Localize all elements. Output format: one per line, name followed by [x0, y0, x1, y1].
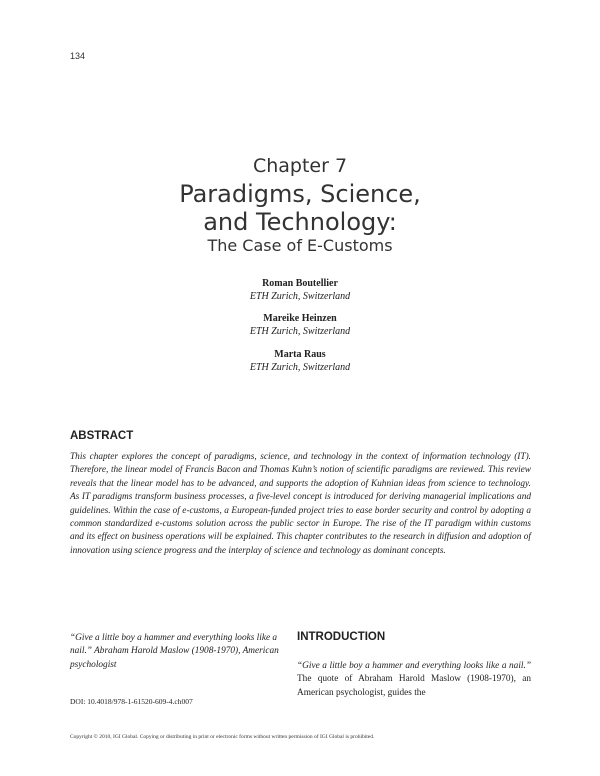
introduction-quote: “Give a little boy a hammer and everything looks like a nail.”	[297, 661, 531, 671]
abstract-text: This chapter explores the concept of paradigms, science, and technology in the context of information technology (IT). Therefore, the linear model of Francis Bacon and Thomas Kuhn’s notion of scientific paradigms are reviewed. This review reveals that the linear model has to be advanced, and supports the adoption of Kuhnian ideas from science to technology. As IT paradigms transform business processes, a five-level concept is introduced for deriving managerial implications and guidelines. Within the case of e-customs, a European-funded project tries to ease border security and control by adopting a common standardized e-customs solution across the public sector in Europe. The rise of the IT paradigm within customs and its effect on business operations will be explained. This chapter contributes to the research in diffusion and adoption of innovation using science progress and the interplay of science and technology as dominant concepts.	[70, 452, 531, 556]
chapter-label: Chapter 7	[252, 155, 348, 177]
author-name: Roman Boutellier	[262, 278, 338, 289]
copyright-notice: Copyright © 2010, IGI Global. Copying or distributing in print or electronic forms without written permission of IGI Global is prohibited.	[70, 734, 375, 740]
abstract-heading: ABSTRACT	[70, 430, 134, 442]
title-line-2: and Technology:	[203, 208, 397, 236]
epigraph-quote: “Give a little boy a hammer and everything looks like a nail.” Abraham Harold Maslow (1908-1970), American psychologist	[70, 633, 279, 670]
page-number: 134	[70, 51, 86, 61]
author-affiliation: ETH Zurich, Switzerland	[249, 326, 351, 337]
author-block	[0, 277, 600, 303]
doi: DOI: 10.4018/978-1-61520-609-4.ch007	[70, 697, 193, 706]
author-name: Mareike Heinzen	[263, 313, 337, 324]
title-line-1: Paradigms, Science,	[179, 180, 421, 208]
author-affiliation: ETH Zurich, Switzerland	[249, 362, 351, 373]
introduction-body: The quote of Abraham Harold Maslow (1908-1970), an American psychologist, guides the	[297, 674, 531, 698]
author-name: Marta Raus	[274, 349, 326, 360]
introduction-heading: INTRODUCTION	[297, 631, 386, 643]
author-block	[0, 348, 600, 374]
chapter-subtitle: The Case of E-Customs	[207, 236, 393, 255]
author-block	[0, 312, 600, 338]
author-affiliation: ETH Zurich, Switzerland	[249, 291, 351, 302]
introduction-text	[297, 660, 531, 700]
chapter-title	[0, 180, 600, 236]
